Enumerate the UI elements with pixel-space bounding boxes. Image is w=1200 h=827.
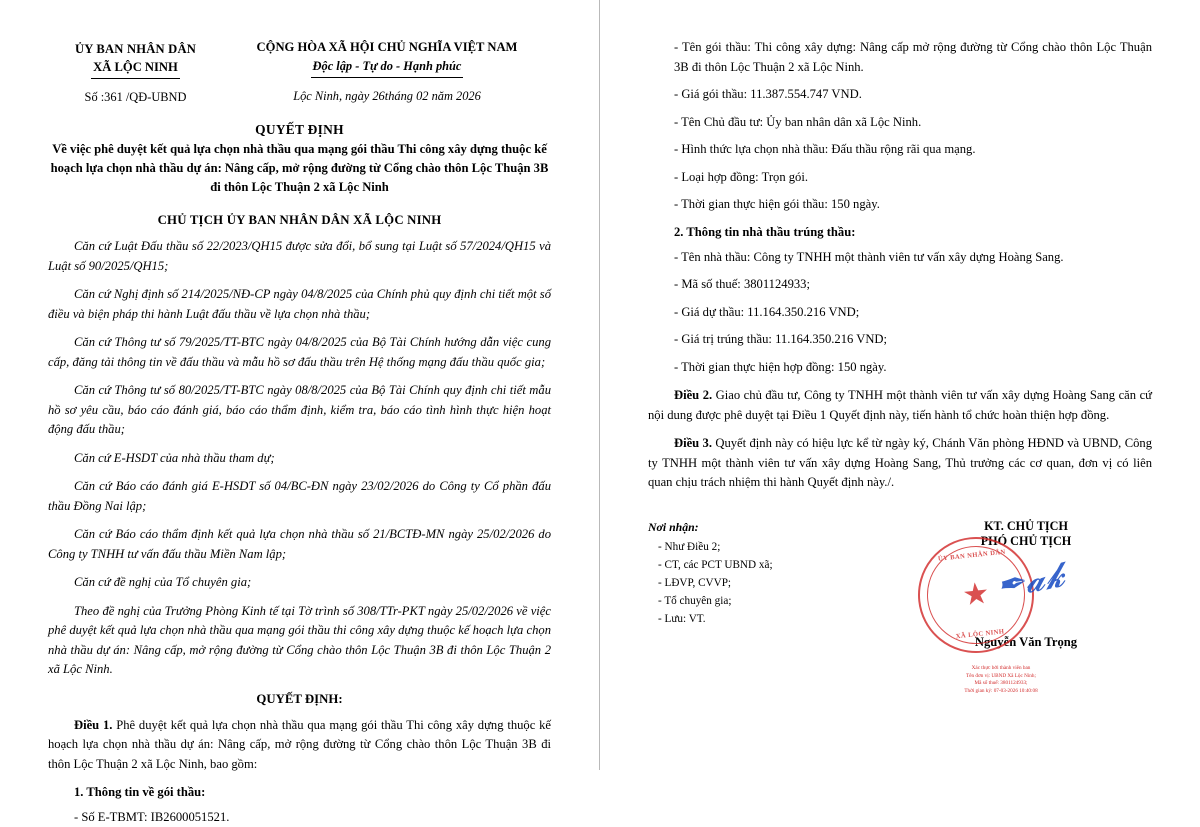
issuing-authority xyxy=(48,38,223,106)
legal-basis-1: Căn cứ Luật Đấu thầu số 22/2023/QH15 được sửa đổi, bổ sung tại Luật số 57/2024/QH15 và Luật số 90/2025/QH15; xyxy=(48,237,551,276)
investor-name: - Tên Chủ đầu tư: Ủy ban nhân dân xã Lộc Ninh. xyxy=(648,113,1152,133)
decide-label: QUYẾT ĐỊNH: xyxy=(48,692,551,707)
document-page-left xyxy=(0,0,600,770)
legal-basis-3: Căn cứ Thông tư số 79/2025/TT-BTC ngày 04/8/2025 của Bộ Tài Chính hướng dẫn việc cung cấp, đăng tải thông tin về đấu thầu và mẫu hồ sơ đấu thầu trên Hệ thống mạng đấu thầu quốc gia; xyxy=(48,333,551,372)
nation-line-1: CỘNG HÒA XÃ HỘI CHỦ NGHĨA VIỆT NAM xyxy=(223,38,551,56)
authority-line-1: ỦY BAN NHÂN DÂN xyxy=(48,40,223,58)
legal-basis-7: Căn cứ Báo cáo thẩm định kết quả lựa chọn nhà thầu số 21/BCTĐ-MN ngày 25/02/2026 do Công ty TNHH tư vấn đấu thầu Miền Nam lập; xyxy=(48,525,551,564)
winning-contractor-name: - Tên nhà thầu: Công ty TNHH một thành viên tư vấn xây dựng Hoàng Sang. xyxy=(648,248,1152,268)
article-3 xyxy=(648,434,1152,493)
document-title: QUYẾT ĐỊNH xyxy=(48,122,551,138)
legal-basis-8: Căn cứ đề nghị của Tổ chuyên gia; xyxy=(48,573,551,593)
signer-title-line-2: PHÓ CHỦ TỊCH xyxy=(900,534,1152,549)
digital-signature-info xyxy=(906,665,1096,696)
recipients-block xyxy=(648,519,900,650)
bid-package-price: - Giá gói thầu: 11.387.554.747 VND. xyxy=(648,85,1152,105)
signer-name: Nguyễn Văn Trọng xyxy=(900,635,1152,650)
seal-text-top: ỦY BAN NHÂN DÂN xyxy=(916,546,1028,565)
contract-type: - Loại hợp đồng: Trọn gói. xyxy=(648,168,1152,188)
legal-basis-2: Căn cứ Nghị định số 214/2025/NĐ-CP ngày 04/8/2025 của Chính phủ quy định chi tiết một số điều và biện pháp thi hành Luật đấu thầu về lựa chọn nhà thầu; xyxy=(48,285,551,324)
article-1-label: Điều 1. xyxy=(74,718,112,732)
national-heading xyxy=(223,38,551,106)
list-item: - Tổ chuyên gia; xyxy=(658,593,900,610)
document-number: Số :361 /QĐ-UBND xyxy=(48,89,223,107)
winning-bid-value: - Giá trị trúng thầu: 11.164.350.216 VND; xyxy=(648,330,1152,350)
article-3-label: Điều 3. xyxy=(674,436,712,450)
legal-basis-5: Căn cứ E-HSDT của nhà thầu tham dự; xyxy=(48,449,551,469)
list-item: - Lưu: VT. xyxy=(658,611,900,628)
execution-time: - Thời gian thực hiện gói thầu: 150 ngày. xyxy=(648,195,1152,215)
document-header xyxy=(48,38,551,106)
digital-signature-line-1: Xác thực bởi thành viên ban xyxy=(906,665,1096,673)
legal-basis-4: Căn cứ Thông tư số 80/2025/TT-BTC ngày 08/8/2025 của Bộ Tài Chính quy định chi tiết mẫu hồ sơ yêu cầu, báo cáo đánh giá, báo cáo thẩm định, kiểm tra, báo cáo tình hình thực hiện hoạt động đấu thầu; xyxy=(48,381,551,440)
bid-price: - Giá dự thầu: 11.164.350.216 VND; xyxy=(648,303,1152,323)
article-1-text: Phê duyệt kết quả lựa chọn nhà thầu qua mạng gói thầu Thi công xây dựng thuộc kế hoạch lựa chọn nhà thầu dự án: Nâng cấp, mở rộng đường từ Cổng chào thôn Lộc Thuận 3B đi thôn Lộc Thuận 2 xã Lộc Ninh, bao gồm: xyxy=(48,718,551,771)
signer-title-line-1: KT. CHỦ TỊCH xyxy=(900,519,1152,534)
list-item: - Như Điều 2; xyxy=(658,539,900,556)
handwritten-signature-icon: ✒︎𝓪𝓴 xyxy=(993,555,1068,607)
signature-block xyxy=(648,519,1152,650)
digital-signature-line-2: Tên đơn vị: UBND Xã Lộc Ninh; xyxy=(906,673,1096,681)
bid-package-number: - Số E-TBMT: IB2600051521. xyxy=(48,808,551,827)
bid-package-name: - Tên gói thầu: Thi công xây dựng: Nâng cấp mở rộng đường từ Cổng chào thôn Lộc Thuận 3B đi thôn Lộc Thuận 2 xã Lộc Ninh. xyxy=(648,38,1152,77)
article-1-section-1-title: 1. Thông tin về gói thầu: xyxy=(48,785,551,800)
digital-signature-line-3: Mã số thuế: 3801124933; xyxy=(906,680,1096,688)
selection-method: - Hình thức lựa chọn nhà thầu: Đấu thầu rộng rãi qua mạng. xyxy=(648,140,1152,160)
list-item: - CT, các PCT UBND xã; xyxy=(658,557,900,574)
recipients-list xyxy=(648,539,900,627)
article-2 xyxy=(648,386,1152,425)
article-1 xyxy=(48,716,551,775)
legal-basis-9: Theo đề nghị của Trưởng Phòng Kinh tế tại Tờ trình số 308/TTr-PKT ngày 25/02/2026 về việc phê duyệt kết quả lựa chọn nhà thầu qua mạng gói thầu thi công xây dựng thuộc kế hoạch lựa chọn nhà thầu dự án: Nâng cấp, mở rộng đường từ Cổng chào thôn Lộc Thuận 3B đi thôn Lộc Thuận 2 xã Lộc Ninh. xyxy=(48,602,551,680)
nation-line-2: Độc lập - Tự do - Hạnh phúc xyxy=(311,58,464,78)
article-2-text: Giao chủ đầu tư, Công ty TNHH một thành viên tư vấn xây dựng Hoàng Sang căn cứ nội dung được phê duyệt tại Điều 1 Quyết định này, tiến hành tổ chức hoàn thiện hợp đồng. xyxy=(648,388,1152,422)
document-page-right xyxy=(600,0,1200,770)
tax-code: - Mã số thuế: 3801124933; xyxy=(648,275,1152,295)
article-2-label: Điều 2. xyxy=(674,388,712,402)
digital-signature-line-4: Thời gian ký: 07-03-2026 10:40:08 xyxy=(906,688,1096,696)
document-subtitle: Về việc phê duyệt kết quả lựa chọn nhà thầu qua mạng gói thầu Thi công xây dựng thuộc kế hoạch lựa chọn nhà thầu dự án: Nâng cấp, mở rộng đường từ Cổng chào thôn Lộc Thuận 3B đi thôn Lộc Thuận 2 xã Lộc Ninh xyxy=(48,140,551,197)
title-block xyxy=(48,122,551,197)
signer-block xyxy=(900,519,1152,650)
list-item: - LĐVP, CVVP; xyxy=(658,575,900,592)
deciding-authority: CHỦ TỊCH ỦY BAN NHÂN DÂN XÃ LỘC NINH xyxy=(48,213,551,228)
article-1-section-2-title: 2. Thông tin nhà thầu trúng thầu: xyxy=(648,225,1152,240)
seal-text-bottom: XÃ LỘC NINH xyxy=(924,625,1036,644)
place-and-date: Lộc Ninh, ngày 26tháng 02 năm 2026 xyxy=(223,88,551,106)
article-3-text: Quyết định này có hiệu lực kể từ ngày ký, Chánh Văn phòng HĐND và UBND, Công ty TNHH một thành viên tư vấn xây dựng Hoàng Sang, Thủ trưởng các cơ quan, đơn vị có liên quan chịu trách nhiệm thi hành Quyết định này./. xyxy=(648,436,1152,489)
recipients-label: Nơi nhận: xyxy=(648,519,900,537)
legal-basis-6: Căn cứ Báo cáo đánh giá E-HSDT số 04/BC-ĐN ngày 23/02/2026 do Công ty Cổ phần đấu thầu Đồng Nai lập; xyxy=(48,477,551,516)
authority-line-2: XÃ LỘC NINH xyxy=(91,58,180,78)
seal-star-icon: ★ xyxy=(961,578,991,611)
contract-duration: - Thời gian thực hiện hợp đồng: 150 ngày. xyxy=(648,358,1152,378)
